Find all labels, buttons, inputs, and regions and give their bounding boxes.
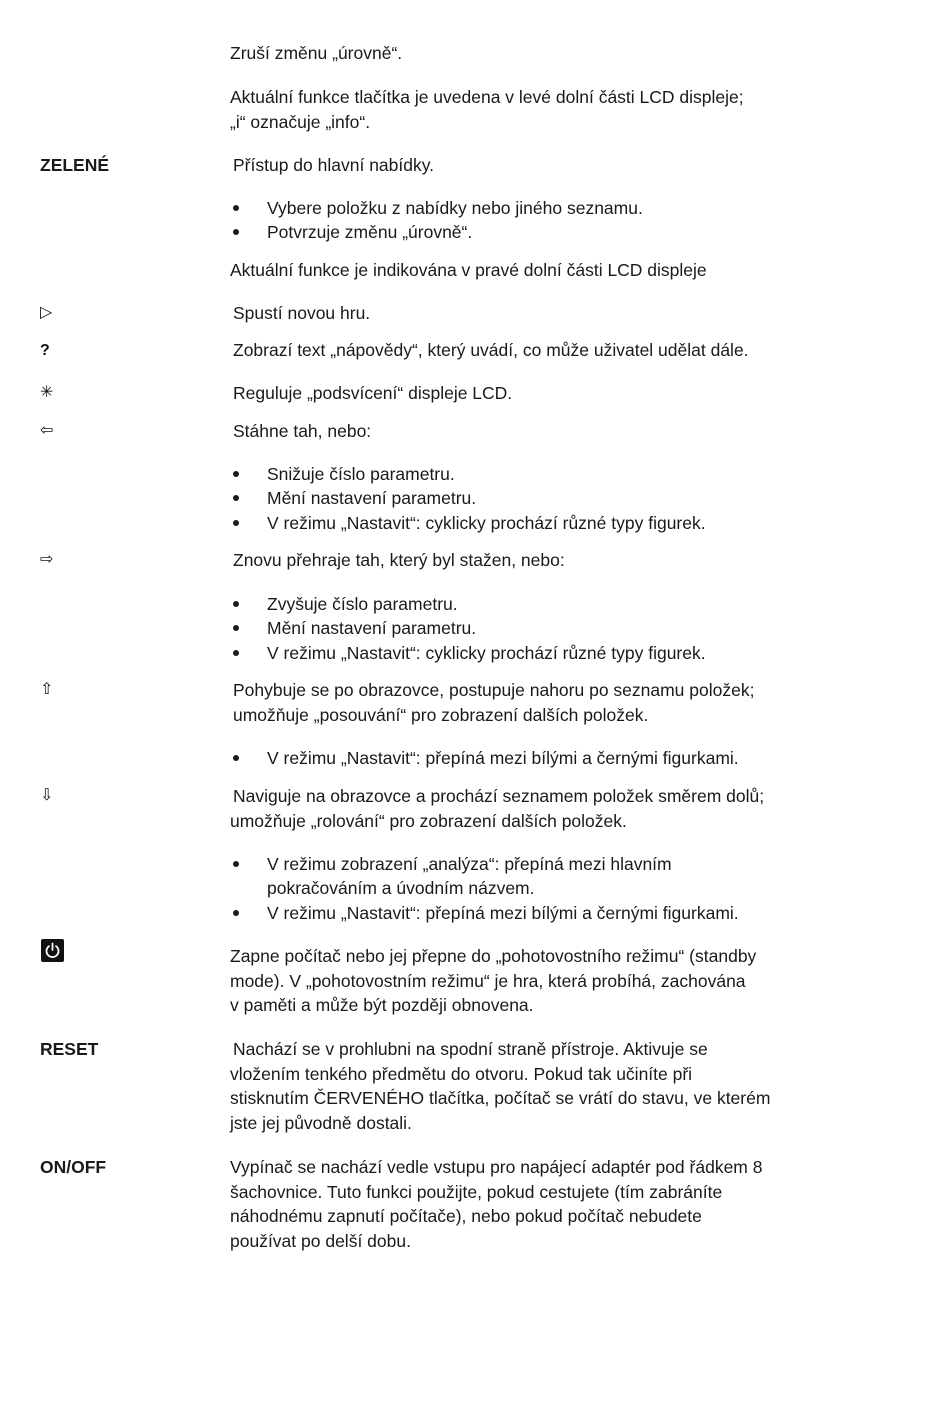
intro-text: Zruší změnu „úrovně“.	[230, 43, 403, 63]
arrow-right-icon: ⇨	[40, 551, 54, 568]
up-desc	[233, 678, 853, 727]
power-desc	[230, 944, 850, 1018]
play-desc: Spustí novou hru.	[233, 303, 371, 323]
onoff-desc-line: používat po delší dobu.	[230, 1230, 411, 1251]
reset-desc-line: stisknutím ČERVENÉHO tlačítka, počítač se vrátí do stavu, ve kterém	[230, 1088, 771, 1109]
power-desc-line: v paměti a může být později obnovena.	[230, 995, 534, 1016]
power-icon	[41, 939, 64, 962]
down-desc	[230, 784, 850, 833]
intro-note-line: „i“ označuje „info“.	[230, 111, 371, 132]
reset-desc-line: Nachází se v prohlubni na spodní straně přístroje. Aktivuje se	[233, 1039, 708, 1059]
light-icon: ✳	[40, 384, 54, 401]
list-item: Vybere položku z nabídky nebo jiného seznamu.	[230, 196, 850, 220]
power-desc-line: mode). V „pohotovostním režimu“ je hra, která probíhá, zachována	[230, 970, 746, 991]
arrow-down-icon: ⇩	[40, 787, 54, 804]
intro-note	[230, 85, 850, 134]
help-icon: ?	[40, 342, 50, 359]
list-item: Zvyšuje číslo parametru.	[230, 592, 850, 616]
onoff-desc-line: šachovnice. Tuto funkci použijte, pokud cestujete (tím zabráníte	[230, 1181, 723, 1202]
green-note: Aktuální funkce je indikována v pravé dolní části LCD displeje	[230, 260, 707, 280]
list-item-line: pokračováním a úvodním názvem.	[267, 878, 535, 899]
onoff-desc-line: Vypínač se nachází vedle vstupu pro napájecí adaptér pod řádkem 8	[230, 1157, 763, 1177]
reset-desc-line: jste jej původně dostali.	[230, 1112, 412, 1133]
list-item: Snižuje číslo parametru.	[230, 462, 850, 486]
reset-desc-line: vložením tenkého předmětu do otvoru. Pokud tak učiníte při	[230, 1063, 693, 1084]
down-desc-line: Naviguje na obrazovce a prochází seznamem položek směrem dolů;	[233, 786, 765, 806]
down-bullet-list	[230, 852, 850, 925]
down-desc-line: umožňuje „rolování“ pro zobrazení dalších položek.	[230, 810, 627, 831]
intro-note-line: Aktuální funkce tlačítka je uvedena v levé dolní části LCD displeje;	[230, 87, 744, 107]
list-item: V režimu „Nastavit“: přepíná mezi bílými a černými figurkami.	[230, 746, 850, 770]
list-item: Potvrzuje změnu „úrovně“.	[230, 220, 850, 244]
arrow-up-icon: ⇧	[40, 681, 54, 698]
list-item-line: V režimu zobrazení „analýza“: přepíná mezi hlavním	[267, 854, 672, 874]
reset-desc	[230, 1037, 850, 1135]
help-desc: Zobrazí text „nápovědy“, který uvádí, co může uživatel udělat dále.	[233, 340, 749, 360]
green-bullet-list	[230, 196, 850, 245]
list-item: Mění nastavení parametru.	[230, 616, 850, 640]
power-desc-line: Zapne počítač nebo jej přepne do „pohotovostního režimu“ (standby	[230, 946, 757, 966]
list-item: V režimu „Nastavit“: přepíná mezi bílými a černými figurkami.	[230, 901, 850, 925]
forward-desc: Znovu přehraje tah, který byl stažen, nebo:	[233, 550, 565, 570]
list-item: V režimu „Nastavit“: cyklicky prochází různé typy figurek.	[230, 641, 850, 665]
reset-label: RESET	[40, 1039, 99, 1059]
back-bullet-list	[230, 462, 850, 535]
onoff-label: ON/OFF	[40, 1157, 107, 1177]
list-item: V režimu „Nastavit“: cyklicky prochází různé typy figurek.	[230, 511, 850, 535]
list-item	[230, 852, 850, 901]
back-desc: Stáhne tah, nebo:	[233, 421, 372, 441]
list-item: Mění nastavení parametru.	[230, 486, 850, 510]
forward-bullet-list	[230, 592, 850, 665]
green-desc: Přístup do hlavní nabídky.	[233, 155, 435, 175]
arrow-left-icon: ⇦	[40, 422, 54, 439]
onoff-desc-line: náhodnému zapnutí počítače), nebo pokud počítač nebudete	[230, 1206, 702, 1227]
light-desc: Reguluje „podsvícení“ displeje LCD.	[233, 383, 513, 403]
up-bullet-list	[230, 746, 850, 770]
play-icon: ▷	[40, 304, 53, 321]
onoff-desc	[230, 1155, 850, 1253]
up-desc-line: Pohybuje se po obrazovce, postupuje nahoru po seznamu položek;	[233, 680, 755, 700]
up-desc-line: umožňuje „posouvání“ pro zobrazení dalších položek.	[233, 704, 649, 725]
green-label: ZELENÉ	[40, 155, 110, 175]
